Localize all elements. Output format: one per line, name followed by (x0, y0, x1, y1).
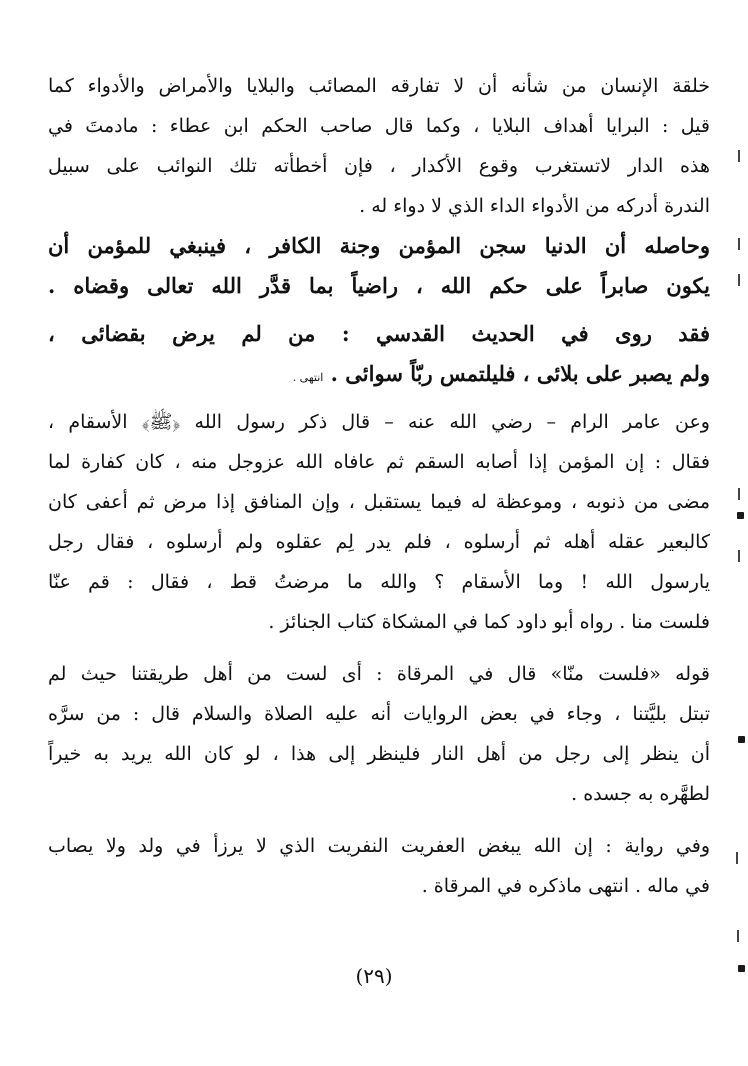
margin-mark (738, 488, 740, 500)
paragraph-line: الندرة أدركه من الأدواء الداء الذي لا دواء له . (359, 195, 710, 217)
margin-mark (736, 852, 738, 864)
commentary-line: أن ينظر إلى رجل من أهل النار فلينظر إلى هذا ، لو كان الله يريد به خيراً (48, 743, 710, 765)
paragraph-line: خلقة الإنسان من شأنه أن لا تفارقه المصائب والبلايا والأمراض والأدواء كما (48, 75, 710, 97)
margin-mark (738, 965, 745, 972)
hadith-qudsi-line (48, 354, 710, 394)
commentary-line: لطهَّره به جسده . (571, 783, 710, 805)
document-body (48, 66, 710, 906)
paragraph-line: في ماله . انتهى ماذكره في المرقاة . (421, 875, 710, 897)
paragraph-line: قيل : البرايا أهداف البلايا ، وكما قال صاحب الحكم ابن عطاء : مادمتَ في (48, 115, 710, 137)
paragraph-line: وعن عامر الرام – رضي الله عنه – قال ذكر رسول الله ﴿ﷺ﴾ الأسقام ، (48, 411, 710, 433)
paragraph-line: هذه الدار لاتستغرب وقوع الأكدار ، فإن أخطأته تلك النوائب على سبيل (48, 155, 710, 177)
margin-mark (738, 550, 740, 562)
margin-mark (737, 930, 739, 942)
bold-paragraph-line: وحاصله أن الدنيا سجن المؤمن وجنة الكافر ، فينبغي للمؤمن أن (48, 233, 710, 258)
hadith-qudsi-line: فقد روى في الحديث القدسي : من لم يرض بقضائى ، (48, 321, 710, 346)
hadith-qudsi-text: ولم يصبر على بلائى ، فليلتمس ربّاً سوائى . (330, 361, 710, 386)
paragraph-line: كالبعير عقله أهله ثم أرسلوه ، فلم يدر لِم عقلوه ولم أرسلوه ، فقال رجل (48, 531, 710, 553)
paragraph-line: يارسول الله ! وما الأسقام ؟ والله ما مرضتُ قط ، فقال : قم عنّا (48, 571, 710, 593)
margin-mark (738, 274, 740, 286)
intahi-note: انتهى . (292, 371, 324, 384)
margin-mark (738, 238, 740, 250)
commentary-line: قوله «فلست منّا» قال في المرقاة : أى لست من أهل طريقتنا حيث لم (48, 663, 710, 685)
margin-mark (738, 736, 745, 743)
paragraph-line: فقال : إن المؤمن إذا أصابه السقم ثم عافاه الله عزوجل منه ، كان كفارة لما (48, 451, 710, 473)
paragraph-line: مضى من ذنوبه ، وموعظة له فيما يستقبل ، وإن المنافق إذا مرض ثم أعفى كان (48, 491, 710, 513)
bold-paragraph-line: يكون صابراً على حكم الله ، راضياً بما قدَّر الله تعالى وقضاه . (48, 273, 710, 298)
margin-mark (737, 512, 744, 519)
page-number: (٢٩) (355, 964, 393, 988)
paragraph-line: فلست منا . رواه أبو داود كما في المشكاة كتاب الجنائز . (268, 611, 710, 633)
margin-mark (738, 150, 740, 162)
paragraph-line: وفي رواية : إن الله يبغض العفريت النفريت الذي لا يرزأ في ولد ولا يصاب (48, 835, 710, 857)
commentary-line: تبتل بليَّتنا ، وجاء في بعض الروايات أنه عليه الصلاة والسلام قال : من سرَّه (48, 703, 710, 725)
